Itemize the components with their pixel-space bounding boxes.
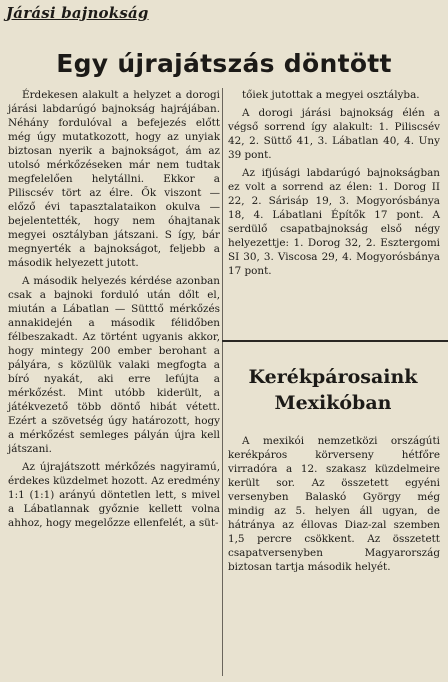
sub-article-headline bbox=[226, 364, 440, 416]
section-kicker: Járási bajnokság bbox=[6, 4, 149, 22]
sub-headline-line: Mexikóban bbox=[274, 392, 392, 414]
column-divider bbox=[222, 88, 223, 676]
right-column bbox=[228, 88, 440, 282]
paragraph: Az ifjúsági labdarúgó bajnokságban ez volt a sorrend az élen: 1. Dorog II 22, 2. Sárisáp 19, 3. Mogyorósbánya 18, 4. Lábatlani Építők 17 pont. A serdülő csapatbajnokság első négy helyezettje: 1. Dorog 32, 2. Esztergomi SI 30, 3. Viscosa 29, 4. Mogyorósbánya 17 pont. bbox=[228, 167, 440, 277]
section-divider bbox=[222, 340, 448, 342]
sub-headline-line: Kerékpárosaink bbox=[248, 366, 418, 388]
article-headline: Egy újrajátszás döntött bbox=[56, 49, 392, 78]
paragraph: Érdekesen alakult a helyzet a dorogi járási labdarúgó bajnokság hajrájában. Néhány fordulóval a befejezés előtt még úgy mutatkozott, hogy az unyiak biztosan nyerik a bajnokságot, ám az utolsó mérkőzéseken már nem tudtak megfelelően helytállni. Ekkor a Piliscsév tört az élre. Ők viszont — előző évi tapasztalataikon okulva — bejelentették, hogy nem óhajtanak megyei osztályban játszani. S így, bár megnyerték a bajnokságot, feljebb a második helyezett jutott. bbox=[8, 89, 220, 269]
paragraph: A mexikói nemzetközi országúti kerékpáros körverseny hétfőre virradóra a 12. szakasz küzdelmeire került sor. Az összetett egyéni versenyben Balaskó György még mindig az 5. helyen áll ugyan, de hátránya az éllovas Diaz-zal szemben 1,5 percre csökkent. Az összetett csapatversenyben Magyarország biztosan tartja második helyét. bbox=[228, 435, 440, 573]
paragraph: A dorogi járási bajnokság élén a végső sorrend így alakult: 1. Piliscsév 42, 2. Süttő 41, 3. Lábatlan 40, 4. Uny 39 pont. bbox=[228, 107, 440, 161]
left-column bbox=[8, 88, 220, 534]
paragraph: A második helyezés kérdése azonban csak a bajnoki forduló után dőlt el, miután a Lábatlan — Sütttő mérkőzés annakidején a második félidőben félbeszakadt. Az történt ugyanis akkor, hogy mintegy 200 ember berohant a pályára, s közülük valaki megfogta a bíró nyakát, aki erre lefújta a mérkőzést. Mint utóbb kiderült, a játékvezető több döntő hibát vétett. Ezért a szövetség úgy határozott, hogy a mérkőzést semleges pályán újra kell játszani. bbox=[8, 275, 220, 455]
sub-article-body bbox=[228, 434, 440, 578]
paragraph: Az újrajátszott mérkőzés nagyiramú, érdekes küzdelmet hozott. Az eredmény 1:1 (1:1) arányú döntetlen lett, s mivel a Lábatlannak győznie kellett volna ahhoz, hogy megelőzze ellenfelét, a süt- bbox=[8, 461, 220, 529]
paragraph: tőiek jutottak a megyei osztályba. bbox=[242, 89, 420, 101]
